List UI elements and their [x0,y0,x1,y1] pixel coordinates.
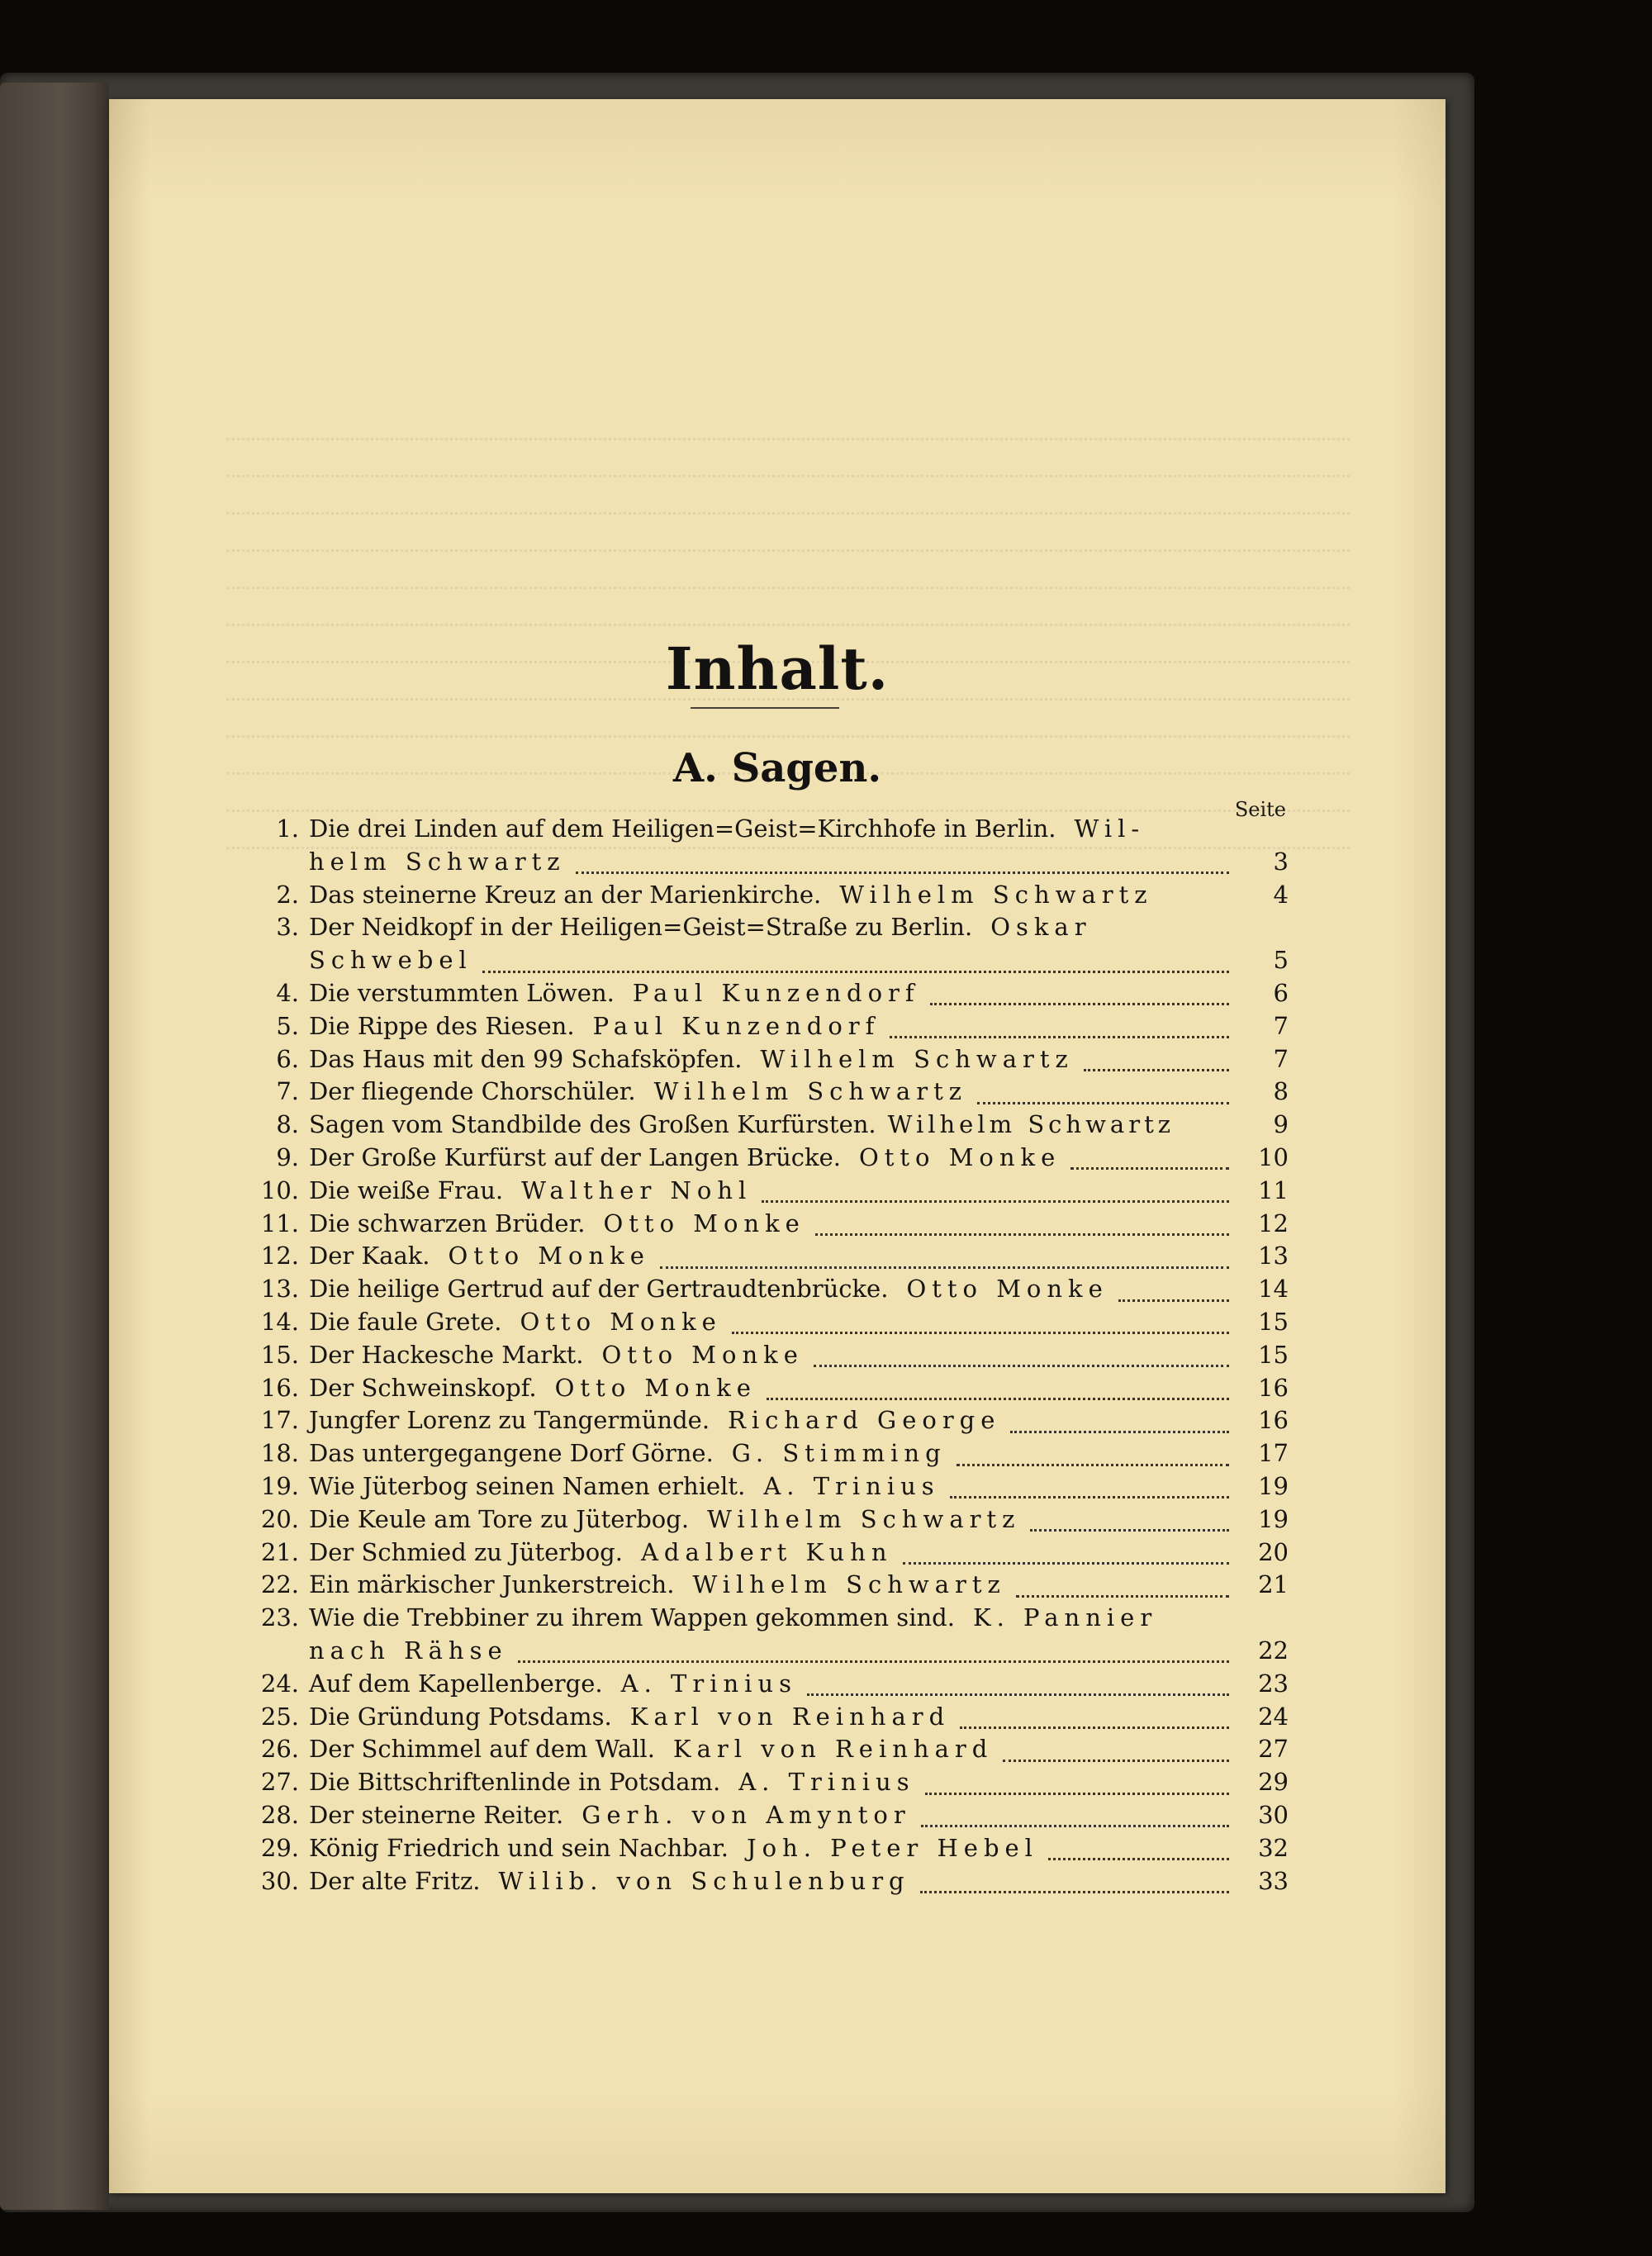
entry-number: 22. [260,1570,299,1599]
leader-dots [1084,1062,1229,1071]
toc-entry [240,1569,1289,1602]
leader-dots [1016,1589,1229,1598]
toc-entry [240,1010,1289,1043]
entry-number: 1. [276,815,299,843]
toc-entry [240,1701,1289,1734]
entry-author: nach Rähse [309,1636,508,1665]
toc-entry [240,1470,1289,1503]
toc-entry [240,1832,1289,1865]
entry-author: K. Pannier [972,1603,1158,1632]
entry-page: 10 [1258,1142,1289,1171]
entry-title: Die weiße Frau. [309,1175,504,1204]
entry-number: 30. [260,1866,299,1895]
entry-number: 27. [260,1768,299,1797]
entry-page: 27 [1258,1735,1289,1764]
entry-page: 7 [1273,1044,1289,1073]
entry-author: Wilib. von Schulenburg [498,1866,910,1895]
entry-number: 15. [260,1340,299,1369]
leader-dots [957,1457,1229,1466]
entry-number: 19. [260,1471,299,1500]
entry-page: 15 [1258,1307,1289,1336]
entry-title: Die faule Grete. [309,1307,502,1336]
entry-title: Der Hackesche Markt. [309,1340,584,1369]
leader-dots [807,1687,1229,1696]
toc-entry [240,911,1289,977]
entry-author: Wilhelm Schwartz [760,1044,1074,1073]
leader-dots [815,1227,1229,1236]
entry-number: 13. [260,1275,299,1304]
entry-author: A. Trinius [738,1768,915,1797]
entry-title: Die schwarzen Brüder. [309,1209,586,1237]
toc-entry [240,1766,1289,1799]
toc-entry [240,879,1289,912]
leader-dots [890,1029,1229,1038]
leader-dots [1048,1851,1229,1860]
toc-entry [240,1076,1289,1109]
entry-page: 30 [1258,1800,1289,1829]
toc-entry [240,1175,1289,1208]
toc-entry [240,1602,1289,1668]
entry-number: 6. [276,1044,299,1073]
toc-entry [240,1208,1289,1241]
entry-title: Der fliegende Chorschüler. [309,1077,636,1106]
toc-entry [240,1536,1289,1570]
leader-dots [950,1489,1229,1498]
entry-page: 7 [1273,1011,1289,1040]
toc-entry [240,1865,1289,1898]
toc-entry [240,977,1289,1010]
toc-entry [240,1437,1289,1470]
entry-author: Otto Monke [520,1307,722,1336]
entry-page: 24 [1258,1702,1289,1731]
entry-page: 19 [1258,1471,1289,1500]
entry-author: Otto Monke [603,1209,805,1237]
entry-title: Auf dem Kapellenberge. [309,1669,603,1698]
leader-dots [1184,1128,1229,1137]
entry-title: Das untergegangene Dorf Görne. [309,1439,714,1468]
entry-number: 5. [276,1011,299,1040]
entry-number: 17. [260,1406,299,1435]
entry-title: Der Schmied zu Jüterbog. [309,1537,623,1566]
entry-title: Jungfer Lorenz zu Tangermünde. [309,1406,710,1435]
leader-dots [1118,1293,1229,1302]
entry-page: 15 [1258,1340,1289,1369]
book-spine [0,83,109,2210]
entry-title: Das Haus mit den 99 Schafsköpfen. [309,1044,743,1073]
entry-page: 29 [1258,1768,1289,1797]
entry-number: 9. [276,1142,299,1171]
toc-entry [240,1372,1289,1405]
entry-number: 25. [260,1702,299,1731]
leader-dots [977,1095,1229,1104]
leader-dots [930,996,1229,1005]
leader-dots [767,1391,1229,1400]
entry-author: Joh. Peter Hebel [747,1833,1038,1862]
entry-number: 24. [260,1669,299,1698]
toc-entry [240,1273,1289,1306]
entry-author: Otto Monke [858,1142,1061,1171]
entry-page: 21 [1258,1570,1289,1599]
entry-number: 21. [260,1537,299,1566]
entry-page: 20 [1258,1537,1289,1566]
entry-number: 2. [276,880,299,909]
leader-dots [660,1260,1229,1269]
entry-title: Die heilige Gertrud auf der Gertraudtenbrücke. [309,1275,889,1304]
entry-title: Der Kaak. [309,1242,430,1270]
page-column-label: Seite [1234,798,1286,821]
entry-title: Der Neidkopf in der Heiligen=Geist=Straße zu Berlin. [309,913,973,942]
entry-page: 4 [1273,880,1289,909]
entry-page: 22 [1258,1636,1289,1665]
leader-dots [518,1654,1229,1663]
entry-number: 14. [260,1307,299,1336]
entry-title: Die verstummten Löwen. [309,978,615,1007]
entry-author: Otto Monke [448,1242,650,1270]
entry-author: Otto Monke [554,1373,757,1402]
entry-title: Der alte Fritz. [309,1866,481,1895]
toc-entry [240,1240,1289,1273]
entry-page: 19 [1258,1504,1289,1533]
book-page [109,99,1446,2193]
entry-number: 23. [260,1603,299,1632]
entry-title: Die Keule am Tore zu Jüterbog. [309,1504,690,1533]
leader-dots [925,1786,1229,1795]
page-title: Inhalt. [665,634,890,703]
entry-number: 16. [260,1373,299,1402]
entry-author: Richard George [728,1406,1001,1435]
entry-author: A. Trinius [763,1471,940,1500]
entry-title: Der Schweinskopf. [309,1373,537,1402]
entry-number: 12. [260,1242,299,1270]
entry-author: Wil- [1074,815,1146,843]
entry-title: Das steinerne Kreuz an der Marienkirche. [309,880,822,909]
entry-title: Der Große Kurfürst auf der Langen Brücke. [309,1142,841,1171]
entry-number: 8. [276,1110,299,1139]
entry-number: 7. [276,1077,299,1106]
entry-author: Karl von Reinhard [672,1735,994,1764]
entry-title: Sagen vom Standbilde des Großen Kurfürsten. [309,1110,876,1139]
entry-title: Der Schimmel auf dem Wall. [309,1735,655,1764]
table-of-contents [240,813,1289,1897]
entry-author: Paul Kunzendorf [632,978,920,1007]
entry-title: Die Gründung Potsdams. [309,1702,612,1731]
leader-dots [482,964,1229,973]
entry-page: 33 [1258,1866,1289,1895]
entry-author: Walther Nohl [521,1175,752,1204]
entry-author: Oskar [990,913,1092,942]
leader-dots [1010,1424,1229,1433]
entry-page: 14 [1258,1275,1289,1304]
entry-title: Ein märkischer Junkerstreich. [309,1570,675,1599]
entry-author: helm Schwartz [309,847,566,876]
leader-dots [732,1325,1229,1334]
toc-entry [240,1733,1289,1766]
leader-dots [921,1818,1229,1827]
entry-author: A. Trinius [620,1669,797,1698]
entry-author: Wilhelm Schwartz [692,1570,1006,1599]
entry-title: Wie Jüterbog seinen Namen erhielt. [309,1471,746,1500]
entry-author: Otto Monke [601,1340,804,1369]
entry-page: 11 [1258,1175,1289,1204]
entry-number: 26. [260,1735,299,1764]
section-heading: A. Sagen. [672,745,882,791]
entry-title: Der steinerne Reiter. [309,1800,564,1829]
toc-entry [240,1503,1289,1536]
leader-dots [1070,1161,1229,1170]
entry-number: 11. [260,1209,299,1237]
toc-entry [240,1404,1289,1437]
toc-entry [240,813,1289,879]
entry-page: 9 [1273,1110,1289,1139]
entry-page: 6 [1273,978,1289,1007]
entry-author: Wilhelm Schwartz [839,880,1153,909]
leader-dots [920,1884,1229,1893]
entry-page: 5 [1273,946,1289,975]
toc-entry [240,1306,1289,1339]
entry-number: 4. [276,978,299,1007]
leader-dots [1030,1522,1229,1532]
toc-entry [240,1043,1289,1076]
entry-page: 3 [1273,847,1289,876]
entry-number: 20. [260,1504,299,1533]
entry-author: Otto Monke [906,1275,1108,1304]
toc-entry [240,1142,1289,1175]
entry-page: 12 [1258,1209,1289,1237]
toc-entry [240,1339,1289,1372]
title-divider [691,707,839,709]
entry-page: 23 [1258,1669,1289,1698]
entry-author: Wilhelm Schwartz [887,1110,1175,1139]
toc-entry [240,1668,1289,1701]
entry-title: Die Bittschriftenlinde in Potsdam. [309,1768,721,1797]
entry-title: Die drei Linden auf dem Heiligen=Geist=Kirchhofe in Berlin. [309,815,1056,843]
entry-title: König Friedrich und sein Nachbar. [309,1833,729,1862]
entry-number: 28. [260,1800,299,1829]
entry-number: 10. [260,1175,299,1204]
entry-page: 16 [1258,1373,1289,1402]
entry-author: Paul Kunzendorf [592,1011,881,1040]
entry-author: Wilhelm Schwartz [707,1504,1021,1533]
entry-page: 17 [1258,1439,1289,1468]
entry-author: G. Stimming [731,1439,947,1468]
leader-dots [814,1358,1229,1367]
entry-author: Schwebel [309,946,472,975]
leader-dots [903,1555,1229,1565]
entry-author: Gerh. von Amyntor [582,1800,911,1829]
entry-number: 18. [260,1439,299,1468]
leader-dots [960,1720,1229,1729]
toc-entry [240,1109,1289,1142]
entry-author: Karl von Reinhard [629,1702,951,1731]
entry-page: 16 [1258,1406,1289,1435]
entry-page: 13 [1258,1242,1289,1270]
entry-title: Wie die Trebbiner zu ihrem Wappen gekommen sind. [309,1603,955,1632]
entry-title: Die Rippe des Riesen. [309,1011,575,1040]
leader-dots [1163,898,1229,907]
leader-dots [576,865,1229,874]
entry-page: 8 [1273,1077,1289,1106]
toc-entry [240,1799,1289,1832]
entry-page: 32 [1258,1833,1289,1862]
leader-dots [762,1194,1229,1203]
entry-author: Adalbert Kuhn [640,1537,893,1566]
entry-number: 29. [260,1833,299,1862]
entry-author: Wilhelm Schwartz [653,1077,967,1106]
leader-dots [1003,1753,1229,1762]
entry-number: 3. [276,913,299,942]
